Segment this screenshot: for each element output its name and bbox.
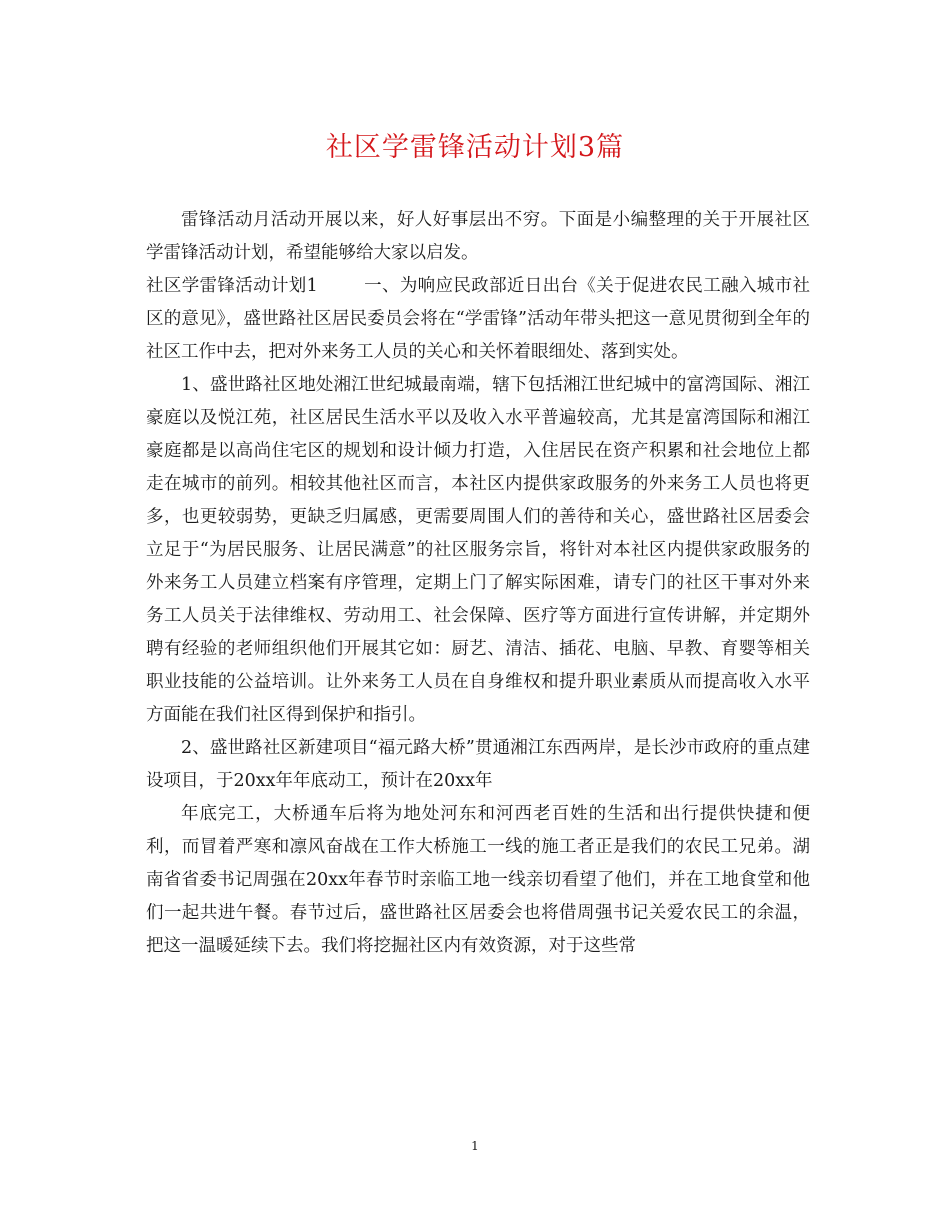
body-paragraph-1: 1、盛世路社区地处湘江世纪城最南端，辖下包括湘江世纪城中的富湾国际、湘江豪庭以及悦江苑，社区居民生活水平以及收入水平普遍较高，尤其是富湾国际和湘江豪庭都是以高尚住宅区的规划和设计倾力打造，入住居民在资产积累和社会地位上都走在城市的前列。相较其他社区而言，本社区内提供家政服务的外来务工人员也将更多，也更较弱势，更缺乏归属感，更需要周围人们的善待和关心，盛世路社区居委会立足于“为居民服务、让居民满意”的社区服务宗旨，将针对本社区内提供家政服务的外来务工人员建立档案有序管理，定期上门了解实际困难，请专门的社区干事对外来务工人员关于法律维权、劳动用工、社会保障、医疗等方面进行宣传讲解，并定期外聘有经验的老师组织他们开展其它如：厨艺、清洁、插花、电脑、早教、育婴等相关职业技能的公益培训。让外来务工人员在自身维权和提升职业素质从而提高收入水平方面能在我们社区得到保护和指引。	[146, 375, 810, 725]
page-number: 1	[471, 1139, 479, 1153]
intro-paragraph: 雷锋活动月活动开展以来，好人好事层出不穷。下面是小编整理的关于开展社区学雷锋活动计划，希望能够给大家以启发。	[146, 210, 810, 263]
body-paragraph-3: 年底完工，大桥通车后将为地处河东和河西老百姓的生活和出行提供快捷和便利，而冒着严寒和凛风奋战在工作大桥施工一线的施工者正是我们的农民工兄弟。湖南省省委书记周强在20xx年春节时亲临工地一线亲切看望了他们，并在工地食堂和他们一起共进午餐。春节过后，盛世路社区居委会也将借周强书记关爱农民工的余温，把这一温暖延续下去。我们将挖掘社区内有效资源，对于这些常	[146, 804, 810, 956]
section-1-paragraph	[146, 270, 810, 369]
document-title: 社区学雷锋活动计划3篇	[325, 132, 625, 163]
section-heading: 社区学雷锋活动计划1	[146, 276, 318, 296]
section-lead-text: 一、为响应民政部近日出台《关于促进农民工融入城市社区的意见》，盛世路社区居民委员会将在“学雷锋”活动年带头把这一意见贯彻到全年的社区工作中去，把对外来务工人员的关心和关怀着眼细处、落到实处。	[146, 276, 810, 362]
body-paragraph-2: 2、盛世路社区新建项目“福元路大桥”贯通湘江东西两岸，是长沙市政府的重点建设项目，于20xx年年底动工，预计在20xx年	[146, 738, 810, 791]
document-body	[146, 204, 810, 963]
